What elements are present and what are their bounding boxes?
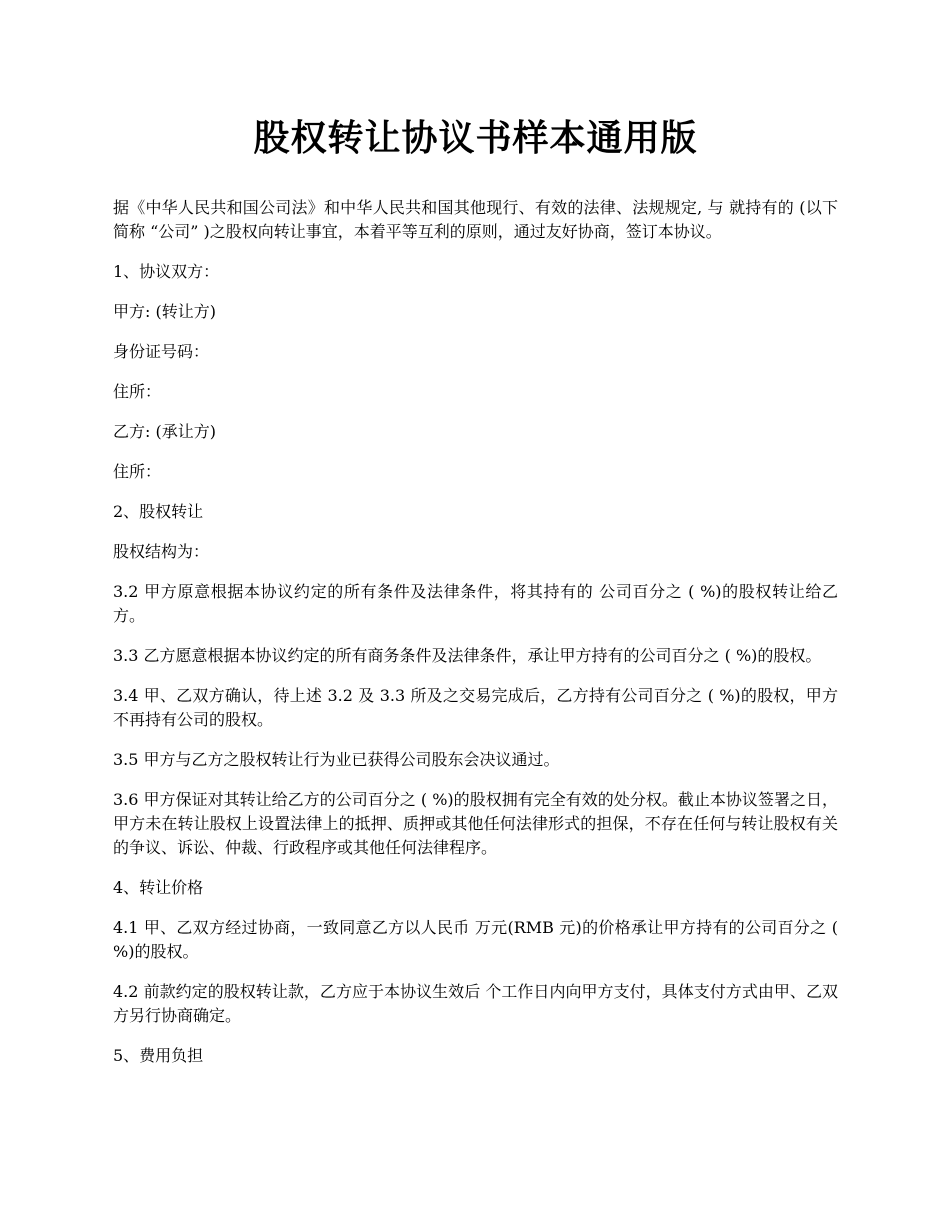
party-b-line: 乙方: (承让方): [113, 422, 216, 441]
clause-3-6: 3.6 甲方保证对其转让给乙方的公司百分之 ( %)的股权拥有完全有效的处分权。截止本协议签署之日，甲方未在转让股权上设置法律上的抵押、质押或其他任何法律形式的担保，不存在任何与转让股权有关的争议、诉讼、仲裁、行政程序或其他任何法律程序。: [113, 790, 838, 857]
clause-3-2: 3.2 甲方原意根据本协议约定的所有条件及法律条件，将其持有的 公司百分之 ( %)的股权转让给乙方。: [113, 582, 838, 625]
party-a-id-line: 身份证号码：: [113, 342, 210, 361]
document-page: [113, 110, 838, 1084]
party-b-address-line: 住所：: [113, 462, 162, 481]
clause-3-3: 3.3 乙方愿意根据本协议约定的所有商务条件及法律条件，承让甲方持有的公司百分之 ( %)的股权。: [113, 646, 822, 665]
party-a-address-line: 住所：: [113, 382, 162, 401]
section-heading-fees: 5、费用负担: [113, 1046, 204, 1065]
equity-structure-line: 股权结构为：: [113, 542, 210, 561]
paragraph-preamble: 据《中华人民共和国公司法》和中华人民共和国其他现行、有效的法律、法规规定, 与 就持有的 (以下简称 “公司” )之股权向转让事宜，本着平等互利的原则，通过友好协商，签订本协议。: [113, 198, 838, 241]
section-heading-equity-transfer: 2、股权转让: [113, 502, 204, 521]
section-heading-transfer-price: 4、转让价格: [113, 878, 204, 897]
clause-4-2: 4.2 前款约定的股权转让款，乙方应于本协议生效后 个工作日内向甲方支付，具体支付方式由甲、乙双方另行协商确定。: [113, 982, 838, 1025]
party-a-line: 甲方: (转让方): [113, 302, 216, 321]
clause-3-5: 3.5 甲方与乙方之股权转让行为业已获得公司股东会决议通过。: [113, 750, 560, 769]
section-heading-parties: 1、协议双方：: [113, 262, 220, 281]
clause-3-4: 3.4 甲、乙双方确认，待上述 3.2 及 3.3 所及之交易完成后，乙方持有公司百分之 ( %)的股权，甲方不再持有公司的股权。: [113, 686, 838, 729]
clause-4-1: 4.1 甲、乙双方经过协商，一致同意乙方以人民币 万元(RMB 元)的价格承让甲方持有的公司百分之 ( %)的股权。: [113, 918, 838, 961]
document-title: 股权转让协议书样本通用版: [253, 117, 698, 159]
